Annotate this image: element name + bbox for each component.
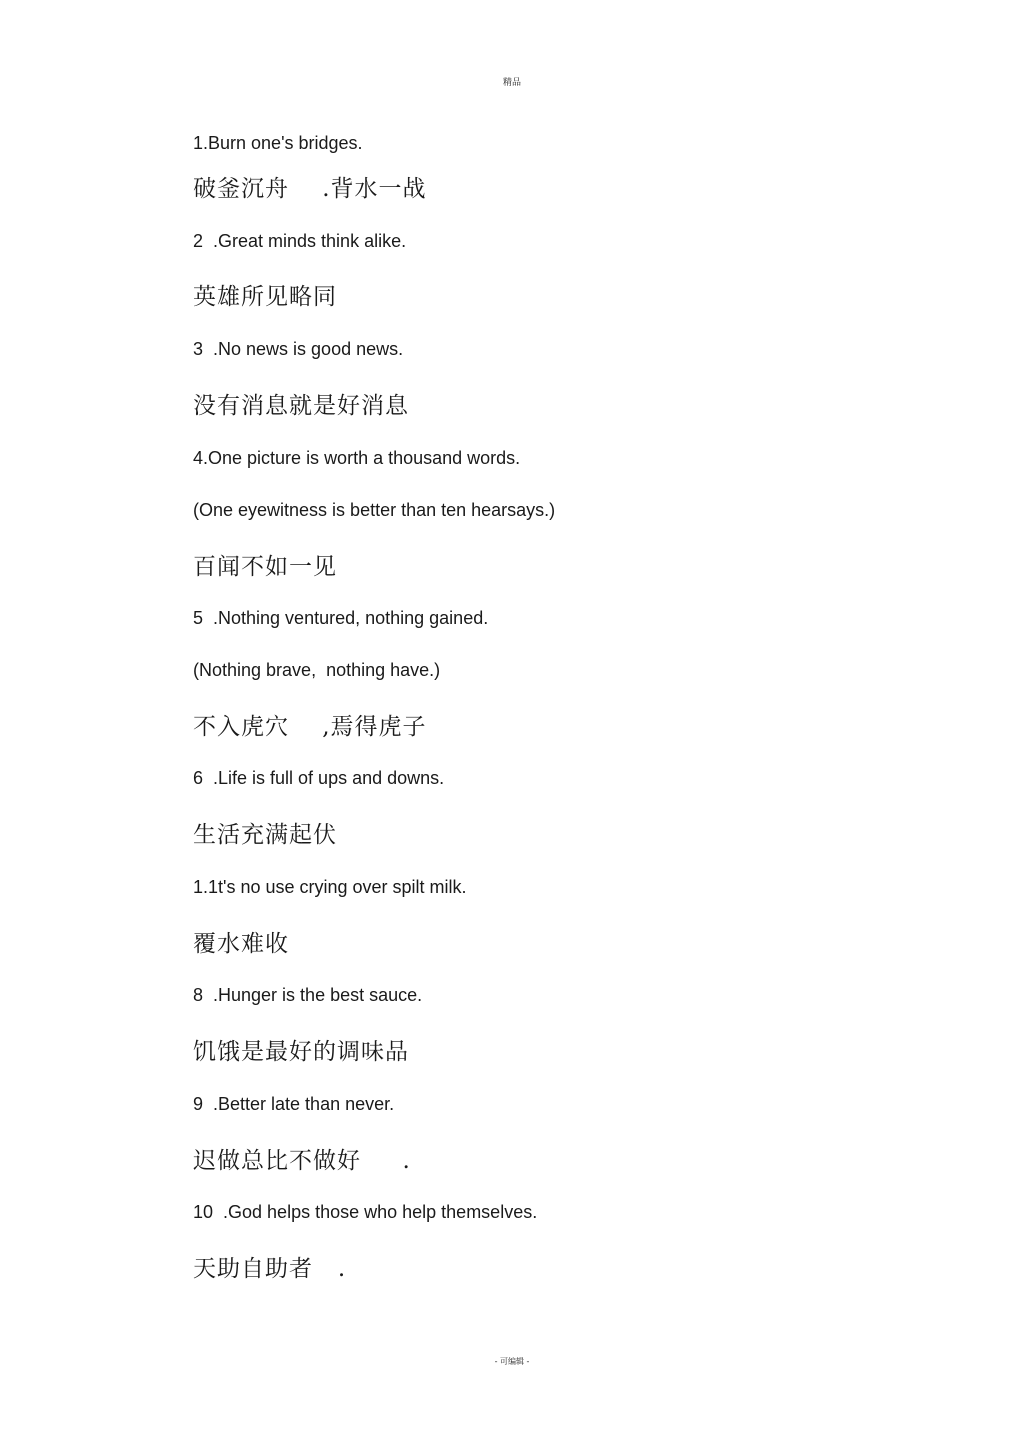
proverb-english-line: 4.One picture is worth a thousand words. [193,448,521,468]
proverb-chinese-line: 没有消息就是好消息 [193,393,409,419]
proverb-english-line: 6 .Life is full of ups and downs. [193,768,445,788]
proverb-chinese-line: 覆水难收 [193,931,289,957]
proverb-chinese-line: 迟做总比不做好 . [193,1148,411,1174]
page-header: 精品 [502,78,521,88]
proverb-chinese-line: 百闻不如一见 [193,554,337,580]
proverb-english-line: 1.1t's no use crying over spilt milk. [193,877,467,897]
proverb-english-line: 8 .Hunger is the best sauce. [193,985,423,1005]
proverb-chinese-line: 生活充满起伏 [193,822,337,848]
proverb-english-line: 1.Burn one's bridges. [193,133,363,153]
proverb-english-line: 2 .Great minds think alike. [193,231,407,251]
proverb-english-line: 9 .Better late than never. [193,1094,395,1114]
page-footer: - 可编辑 - [494,1357,530,1366]
proverb-chinese-line: 不入虎穴 ,焉得虎子 [193,714,427,740]
proverb-chinese-line: 破釜沉舟 .背水一战 [193,176,427,202]
proverb-english-alt-line: (Nothing brave, nothing have.) [193,660,441,680]
proverb-chinese-line: 天助自助者 . [193,1256,347,1282]
proverb-english-line: 10 .God helps those who help themselves. [193,1202,538,1222]
proverb-english-line: 3 .No news is good news. [193,339,404,359]
proverb-chinese-line: 英雄所见略同 [193,284,337,310]
proverb-english-line: 5 .Nothing ventured, nothing gained. [193,608,489,628]
proverb-english-alt-line: (One eyewitness is better than ten hearsays.) [193,500,556,520]
proverb-chinese-line: 饥饿是最好的调味品 [193,1039,409,1065]
